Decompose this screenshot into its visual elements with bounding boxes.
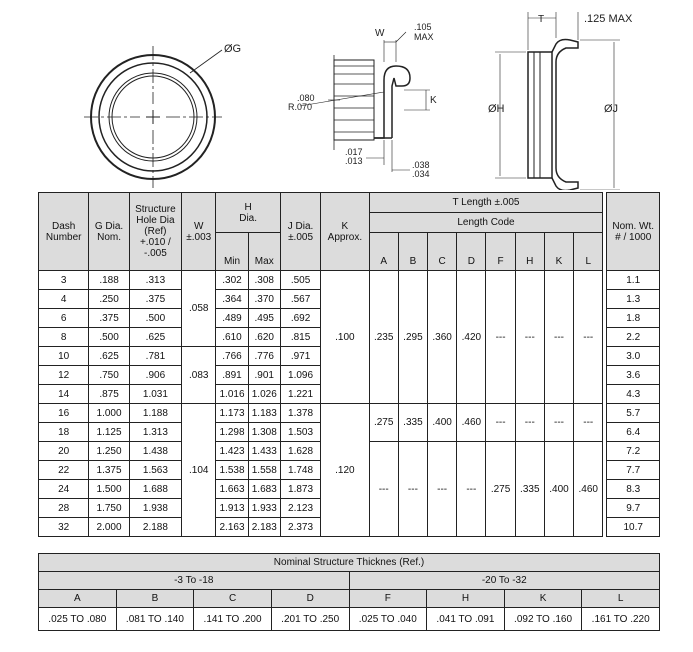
length-k-cell: --- bbox=[544, 271, 573, 404]
dim-038-label: .038 bbox=[412, 160, 430, 170]
j-dia-cell: 1.503 bbox=[280, 423, 320, 442]
structure-cell: 2.188 bbox=[129, 518, 181, 537]
thickness-code-h: H bbox=[427, 590, 505, 608]
length-d-cell: .460 bbox=[457, 404, 486, 442]
dash-cell: 4 bbox=[39, 290, 89, 309]
structure-cell: .500 bbox=[129, 309, 181, 328]
h-max-cell: .370 bbox=[248, 290, 280, 309]
g-dia-cell: .875 bbox=[89, 385, 129, 404]
dash-cell: 8 bbox=[39, 328, 89, 347]
header-h-max: Max bbox=[248, 233, 280, 271]
g-dia-cell: 1.375 bbox=[89, 461, 129, 480]
nom-wt-cell: 10.7 bbox=[607, 518, 660, 537]
structure-header-line2: Hole Dia bbox=[136, 215, 175, 226]
header-code-d: D bbox=[457, 233, 486, 271]
nom-wt-cell: 2.2 bbox=[607, 328, 660, 347]
technical-drawings bbox=[0, 0, 693, 190]
h-min-cell: 1.663 bbox=[216, 480, 248, 499]
nom-wt-cell: 6.4 bbox=[607, 423, 660, 442]
h-min-cell: 2.163 bbox=[216, 518, 248, 537]
nom-wt-header-line1: Nom. Wt. bbox=[612, 220, 655, 232]
thickness-code-b: B bbox=[116, 590, 194, 608]
h-max-cell: 1.308 bbox=[248, 423, 280, 442]
header-h-min: Min bbox=[216, 233, 248, 271]
header-nom-wt bbox=[607, 193, 660, 271]
h-min-cell: .891 bbox=[216, 366, 248, 385]
length-a-cell: .275 bbox=[369, 404, 398, 442]
h-max-cell: .901 bbox=[248, 366, 280, 385]
nom-wt-cell: 8.3 bbox=[607, 480, 660, 499]
dim-017-label: .017 bbox=[345, 147, 363, 157]
length-k-cell: .400 bbox=[544, 442, 573, 537]
h-max-cell: .308 bbox=[248, 271, 280, 290]
g-dia-cell: 1.750 bbox=[89, 499, 129, 518]
dash-cell: 32 bbox=[39, 518, 89, 537]
length-f-cell: .275 bbox=[486, 442, 515, 537]
thickness-code-a: A bbox=[39, 590, 117, 608]
thickness-code-l: L bbox=[582, 590, 660, 608]
dash-cell: 12 bbox=[39, 366, 89, 385]
header-w bbox=[182, 193, 216, 271]
w-group-cell: .058 bbox=[182, 271, 216, 347]
nom-wt-cell: 3.6 bbox=[607, 366, 660, 385]
g-dia-cell: 2.000 bbox=[89, 518, 129, 537]
header-length-code: Length Code bbox=[369, 213, 603, 233]
header-code-f: F bbox=[486, 233, 515, 271]
length-c-cell: .360 bbox=[428, 271, 457, 404]
j-dia-cell: .567 bbox=[280, 290, 320, 309]
length-l-cell: --- bbox=[574, 271, 603, 404]
dash-cell: 6 bbox=[39, 309, 89, 328]
h-max-cell: 1.183 bbox=[248, 404, 280, 423]
thickness-value-h: .041 TO .091 bbox=[427, 608, 505, 631]
h-max-cell: 1.933 bbox=[248, 499, 280, 518]
length-b-cell: .335 bbox=[398, 404, 427, 442]
length-b-cell: --- bbox=[398, 442, 427, 537]
j-dia-cell: 1.748 bbox=[280, 461, 320, 480]
dash-cell: 24 bbox=[39, 480, 89, 499]
table-row bbox=[39, 271, 660, 290]
h-min-cell: 1.913 bbox=[216, 499, 248, 518]
header-h-dia bbox=[216, 193, 281, 233]
section-detail-drawing bbox=[300, 32, 430, 172]
h-max-cell: 2.183 bbox=[248, 518, 280, 537]
length-h-cell: .335 bbox=[515, 442, 544, 537]
structure-thickness-table bbox=[38, 553, 660, 631]
header-code-l: L bbox=[574, 233, 603, 271]
g-dia-cell: 1.000 bbox=[89, 404, 129, 423]
structure-cell: 1.188 bbox=[129, 404, 181, 423]
length-l-cell: --- bbox=[574, 404, 603, 442]
structure-header-line5: -.005 bbox=[144, 248, 167, 259]
length-c-cell: .400 bbox=[428, 404, 457, 442]
j-dia-cell: 1.873 bbox=[280, 480, 320, 499]
j-header-line1: J Dia. bbox=[287, 220, 314, 232]
nom-wt-cell: 7.2 bbox=[607, 442, 660, 461]
length-h-cell: --- bbox=[515, 271, 544, 404]
k-dimension-label: K bbox=[430, 95, 437, 106]
h-min-cell: .489 bbox=[216, 309, 248, 328]
dimensions-table bbox=[38, 192, 660, 537]
k-group-cell: .120 bbox=[321, 404, 369, 537]
structure-cell: 1.938 bbox=[129, 499, 181, 518]
h-min-cell: 1.173 bbox=[216, 404, 248, 423]
h-max-cell: .776 bbox=[248, 347, 280, 366]
header-g-dia: G Dia. Nom. bbox=[89, 193, 129, 271]
j-dia-cell: 2.373 bbox=[280, 518, 320, 537]
h-min-cell: .766 bbox=[216, 347, 248, 366]
length-a-cell: .235 bbox=[369, 271, 398, 404]
thickness-value-b: .081 TO .140 bbox=[116, 608, 194, 631]
nom-wt-header-line2: # / 1000 bbox=[615, 231, 652, 243]
structure-cell: .625 bbox=[129, 328, 181, 347]
j-dia-cell: .505 bbox=[280, 271, 320, 290]
g-dia-cell: 1.500 bbox=[89, 480, 129, 499]
length-f-cell: --- bbox=[486, 271, 515, 404]
dash-cell: 18 bbox=[39, 423, 89, 442]
structure-header-line1: Structure bbox=[135, 204, 176, 215]
t-max-label: .125 MAX bbox=[584, 13, 633, 25]
h-max-cell: 1.433 bbox=[248, 442, 280, 461]
length-a-cell: --- bbox=[369, 442, 398, 537]
j-dia-cell: 1.378 bbox=[280, 404, 320, 423]
length-k-cell: --- bbox=[544, 404, 573, 442]
table-row bbox=[39, 404, 660, 423]
header-code-k: K bbox=[544, 233, 573, 271]
dash-cell: 16 bbox=[39, 404, 89, 423]
dash-cell: 14 bbox=[39, 385, 89, 404]
thickness-code-d: D bbox=[271, 590, 349, 608]
g-dia-cell: .375 bbox=[89, 309, 129, 328]
g-dia-cell: 1.250 bbox=[89, 442, 129, 461]
radius-value-lower: R.070 bbox=[288, 102, 313, 112]
front-view-drawing bbox=[84, 46, 222, 188]
j-dimension-label: ØJ bbox=[604, 103, 619, 115]
structure-cell: 1.313 bbox=[129, 423, 181, 442]
header-code-a: A bbox=[369, 233, 398, 271]
dim-034-label: .034 bbox=[412, 169, 430, 179]
w-header-line2: ±.003 bbox=[186, 231, 212, 243]
structure-cell: .906 bbox=[129, 366, 181, 385]
header-code-h: H bbox=[515, 233, 544, 271]
j-dia-cell: .815 bbox=[280, 328, 320, 347]
h-min-cell: .610 bbox=[216, 328, 248, 347]
g-dimension-label: ØG bbox=[224, 43, 242, 55]
thickness-code-k: K bbox=[504, 590, 582, 608]
side-view-drawing bbox=[495, 12, 620, 190]
j-dia-cell: 2.123 bbox=[280, 499, 320, 518]
header-code-b: B bbox=[398, 233, 427, 271]
j-dia-cell: .692 bbox=[280, 309, 320, 328]
structure-cell: 1.438 bbox=[129, 442, 181, 461]
g-dia-cell: .750 bbox=[89, 366, 129, 385]
structure-header-line3: (Ref) bbox=[144, 226, 167, 237]
length-d-cell: .420 bbox=[457, 271, 486, 404]
j-dia-cell: 1.096 bbox=[280, 366, 320, 385]
h-max-cell: 1.558 bbox=[248, 461, 280, 480]
length-h-cell: --- bbox=[515, 404, 544, 442]
length-d-cell: --- bbox=[457, 442, 486, 537]
nom-wt-cell: 5.7 bbox=[607, 404, 660, 423]
thickness-value-f: .025 TO .040 bbox=[349, 608, 427, 631]
thickness-code-f: F bbox=[349, 590, 427, 608]
header-code-c: C bbox=[428, 233, 457, 271]
thickness-range-large: -20 To -32 bbox=[349, 572, 660, 590]
j-dia-cell: .971 bbox=[280, 347, 320, 366]
t-dimension-label: T bbox=[538, 14, 545, 25]
w-max-unit: MAX bbox=[414, 32, 434, 42]
nom-wt-cell: 1.3 bbox=[607, 290, 660, 309]
thickness-value-d: .201 TO .250 bbox=[271, 608, 349, 631]
thickness-value-k: .092 TO .160 bbox=[504, 608, 582, 631]
h-min-cell: 1.538 bbox=[216, 461, 248, 480]
header-k bbox=[321, 193, 369, 271]
h-min-cell: .302 bbox=[216, 271, 248, 290]
w-dimension-label: W bbox=[375, 28, 385, 39]
h-dimension-label: ØH bbox=[488, 103, 505, 115]
j-header-line2: ±.005 bbox=[288, 231, 314, 243]
h-header-line1: H bbox=[244, 201, 252, 213]
dash-cell: 10 bbox=[39, 347, 89, 366]
length-f-cell: --- bbox=[486, 404, 515, 442]
g-dia-cell: .250 bbox=[89, 290, 129, 309]
structure-cell: 1.688 bbox=[129, 480, 181, 499]
k-header-line2: Approx. bbox=[327, 231, 363, 243]
nom-wt-cell: 3.0 bbox=[607, 347, 660, 366]
structure-header-line4: +.010 / bbox=[139, 237, 171, 248]
radius-value-upper: .080 bbox=[297, 93, 315, 103]
h-max-cell: .495 bbox=[248, 309, 280, 328]
thickness-table-title: Nominal Structure Thicknes (Ref.) bbox=[39, 554, 660, 572]
thickness-range-small: -3 To -18 bbox=[39, 572, 350, 590]
nom-wt-cell: 4.3 bbox=[607, 385, 660, 404]
header-dash-number: Dash Number bbox=[39, 193, 89, 271]
g-dia-cell: .625 bbox=[89, 347, 129, 366]
structure-cell: 1.563 bbox=[129, 461, 181, 480]
length-l-cell: .460 bbox=[574, 442, 603, 537]
g-dia-cell: .500 bbox=[89, 328, 129, 347]
j-dia-cell: 1.628 bbox=[280, 442, 320, 461]
nom-wt-cell: 9.7 bbox=[607, 499, 660, 518]
w-group-cell: .104 bbox=[182, 404, 216, 537]
structure-cell: 1.031 bbox=[129, 385, 181, 404]
w-max-value: .105 bbox=[414, 22, 432, 32]
length-c-cell: --- bbox=[428, 442, 457, 537]
structure-cell: .781 bbox=[129, 347, 181, 366]
g-dia-cell: .188 bbox=[89, 271, 129, 290]
structure-cell: .313 bbox=[129, 271, 181, 290]
structure-cell: .375 bbox=[129, 290, 181, 309]
thickness-code-c: C bbox=[194, 590, 272, 608]
k-header-line1: K bbox=[341, 220, 349, 232]
w-group-cell: .083 bbox=[182, 347, 216, 404]
h-min-cell: 1.423 bbox=[216, 442, 248, 461]
k-group-cell: .100 bbox=[321, 271, 369, 404]
dim-013-label: .013 bbox=[345, 156, 363, 166]
nom-wt-cell: 1.8 bbox=[607, 309, 660, 328]
header-structure-hole-dia bbox=[129, 193, 181, 271]
h-min-cell: 1.298 bbox=[216, 423, 248, 442]
nom-wt-cell: 7.7 bbox=[607, 461, 660, 480]
h-header-line2: Dia. bbox=[239, 212, 258, 224]
h-max-cell: .620 bbox=[248, 328, 280, 347]
h-min-cell: 1.016 bbox=[216, 385, 248, 404]
g-dia-cell: 1.125 bbox=[89, 423, 129, 442]
nom-wt-cell: 1.1 bbox=[607, 271, 660, 290]
length-b-cell: .295 bbox=[398, 271, 427, 404]
j-dia-cell: 1.221 bbox=[280, 385, 320, 404]
h-min-cell: .364 bbox=[216, 290, 248, 309]
dash-cell: 22 bbox=[39, 461, 89, 480]
dash-cell: 20 bbox=[39, 442, 89, 461]
thickness-value-a: .025 TO .080 bbox=[39, 608, 117, 631]
w-header-line1: W bbox=[194, 220, 204, 232]
dash-cell: 3 bbox=[39, 271, 89, 290]
h-max-cell: 1.026 bbox=[248, 385, 280, 404]
thickness-value-c: .141 TO .200 bbox=[194, 608, 272, 631]
header-t-length: T Length ±.005 bbox=[369, 193, 603, 213]
header-j-dia bbox=[280, 193, 320, 271]
thickness-value-l: .161 TO .220 bbox=[582, 608, 660, 631]
h-max-cell: 1.683 bbox=[248, 480, 280, 499]
dash-cell: 28 bbox=[39, 499, 89, 518]
